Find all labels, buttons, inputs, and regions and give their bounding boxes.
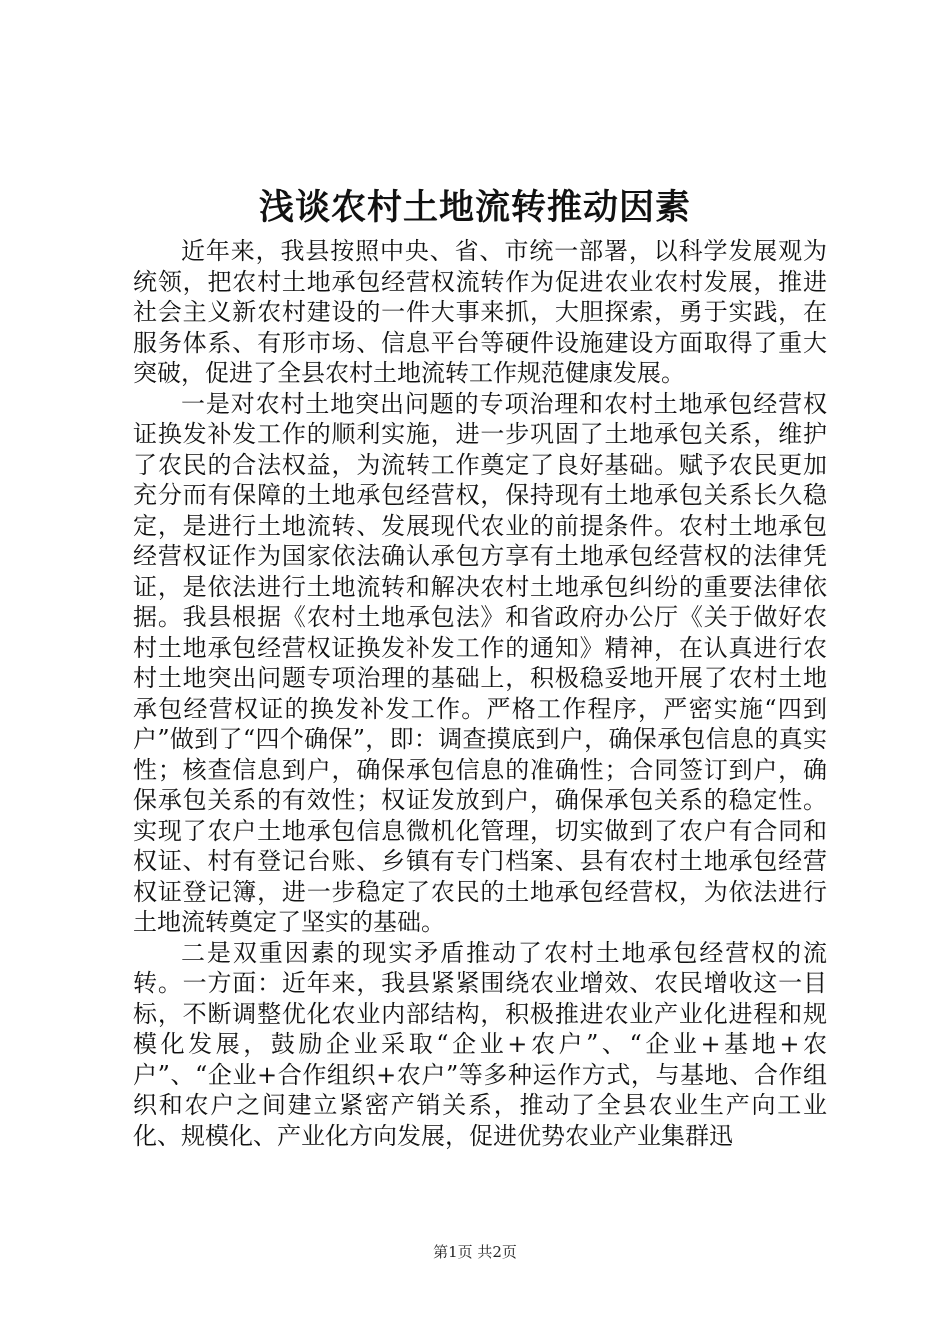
paragraph-intro: 近年来，我县按照中央、省、市统一部署，以科学发展观为统领，把农村土地承包经营权流转作为促进农业农村发展，推进社会主义新农村建设的一件大事来抓，大胆探索，勇于实践，在服务体系、有形市场、信息平台等硬件设施建设方面取得了重大突破，促进了全县农村土地流转工作规范健康发展。	[133, 237, 827, 387]
paragraph-point-one: 一是对农村土地突出问题的专项治理和农村土地承包经营权证换发补发工作的顺利实施，进一步巩固了土地承包关系，维护了农民的合法权益，为流转工作奠定了良好基础。赋予农民更加充分而有保障的土地承包经营权，保持现有土地承包关系长久稳定，是进行土地流转、发展现代农业的前提条件。农村土地承包经营权证作为国家依法确认承包方享有土地承包经营权的法律凭证，是依法进行土地流转和解决农村土地承包纠纷的重要法律依据。我县根据《农村土地承包法》和省政府办公厅《关于做好农村土地承包经营权证换发补发工作的通知》精神，在认真进行农村土地突出问题专项治理的基础上，积极稳妥地开展了农村土地承包经营权证的换发补发工作。严格工作程序，严密实施“四到户”做到了“四个确保”，即：调查摸底到户，确保承包信息的真实性；核查信息到户，确保承包信息的准确性；合同签订到户，确保承包关系的有效性；权证发放到户，确保承包关系的稳定性。实现了农户土地承包信息微机化管理，切实做到了农户有合同和权证、村有登记台账、乡镇有专门档案、县有农村土地承包经营权证登记簿，进一步稳定了农民的土地承包经营权，为依法进行土地流转奠定了坚实的基础。	[133, 389, 827, 936]
document-title: 浅谈农村土地流转推动因素	[258, 187, 691, 228]
document-body	[133, 236, 827, 1151]
paragraph-point-two: 二是双重因素的现实矛盾推动了农村土地承包经营权的流转。一方面：近年来，我县紧紧围绕农业增效、农民增收这一目标，不断调整优化农业内部结构，积极推进农业产业化进程和规模化发展，鼓励企业采取“企业+农户”、“企业+基地+农户”、“企业+合作组织+农户”等多种运作方式，与基地、合作组织和农户之间建立紧密产销关系，推动了全县农业生产向工业化、规模化、产业化方向发展，促进优势农业产业集群迅	[133, 938, 827, 1150]
page-number-footer: 第1页 共2页	[433, 1243, 517, 1261]
